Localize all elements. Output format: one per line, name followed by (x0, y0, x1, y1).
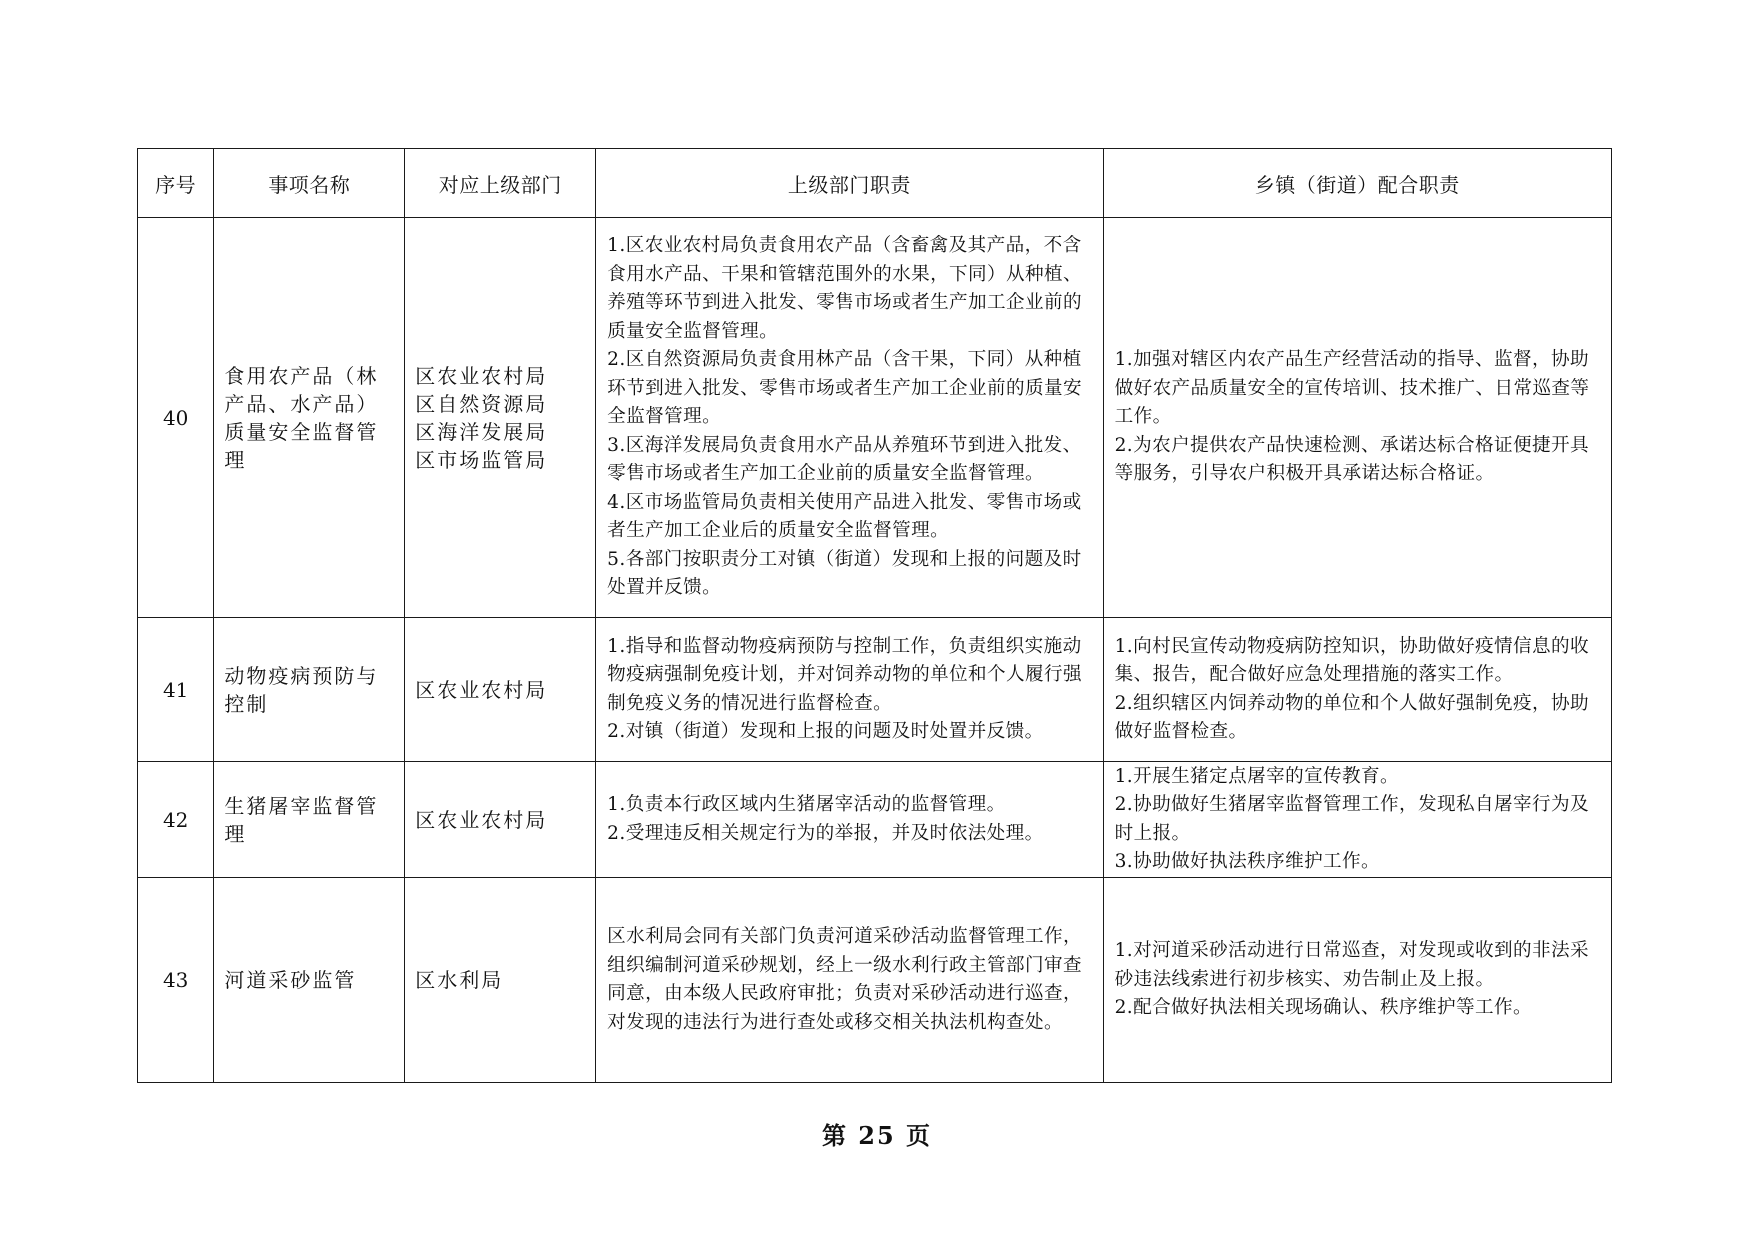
department: 区农业农村局 (415, 363, 548, 388)
town-duties (1103, 762, 1611, 878)
row-number: 41 (138, 618, 214, 762)
table-row (138, 762, 1612, 878)
upper-duties (596, 878, 1103, 1083)
item-name: 河道采砂监管 (214, 878, 405, 1083)
row-number: 42 (138, 762, 214, 878)
row-number: 40 (138, 218, 214, 618)
upper-departments (405, 762, 596, 878)
duty-item: 1.对河道采砂活动进行日常巡查，对发现或收到的非法采砂违法线索进行初步核实、劝告制止及上报。 (1114, 940, 1589, 990)
item-name: 生猪屠宰监督管理 (214, 762, 405, 878)
duty-table (137, 148, 1612, 1083)
page-number: 第 25 页 (821, 1121, 933, 1150)
town-duties (1103, 218, 1611, 618)
duty-item: 1.向村民宣传动物疫病防控知识，协助做好疫情信息的收集、报告，配合做好应急处理措施的落实工作。 (1114, 635, 1589, 685)
department: 区自然资源局 (415, 391, 548, 416)
header-upper-dept: 对应上级部门 (405, 149, 596, 218)
upper-departments (405, 618, 596, 762)
header-town-duty: 乡镇（街道）配合职责 (1103, 149, 1611, 218)
duty-item: 2.为农户提供农产品快速检测、承诺达标合格证便捷开具等服务，引导农户积极开具承诺达标合格证。 (1114, 434, 1589, 485)
duty-item: 1.指导和监督动物疫病预防与控制工作，负责组织实施动物疫病强制免疫计划，并对饲养动物的单位和个人履行强制免疫义务的情况进行监督检查。 (607, 635, 1083, 714)
department: 区海洋发展局 (415, 419, 548, 444)
town-duties (1103, 878, 1611, 1083)
table-body (138, 218, 1612, 1083)
duty-item: 1.负责本行政区域内生猪屠宰活动的监督管理。 (607, 794, 1006, 815)
duty-item: 2.协助做好生猪屠宰监督管理工作，发现私自屠宰行为及时上报。 (1114, 794, 1589, 844)
duty-item: 5.各部门按职责分工对镇（街道）发现和上报的问题及时处置并反馈。 (607, 548, 1082, 599)
upper-departments (405, 218, 596, 618)
department: 区农业农村局 (415, 677, 548, 702)
duty-item: 3.协助做好执法秩序维护工作。 (1114, 851, 1381, 872)
header-row (138, 149, 1612, 218)
header-upper-duty: 上级部门职责 (596, 149, 1103, 218)
duty-item: 1.加强对辖区内农产品生产经营活动的指导、监督，协助做好农产品质量安全的宣传培训、技术推广、日常巡查等工作。 (1114, 349, 1590, 428)
table-header (138, 149, 1612, 218)
department: 区农业农村局 (415, 807, 548, 832)
duty-item: 3.区海洋发展局负责食用水产品从养殖环节到进入批发、零售市场或者生产加工企业前的质量安全监督管理。 (607, 434, 1082, 485)
upper-duties (596, 618, 1103, 762)
header-no: 序号 (138, 149, 214, 218)
duty-item: 2.受理违反相关规定行为的举报，并及时依法处理。 (607, 822, 1044, 844)
item-name: 食用农产品（林产品、水产品）质量安全监督管理 (214, 218, 405, 618)
duty-item: 2.对镇（街道）发现和上报的问题及时处置并反馈。 (607, 721, 1044, 742)
upper-duties (596, 762, 1103, 878)
duty-item: 2.区自然资源局负责食用林产品（含干果，下同）从种植环节到进入批发、零售市场或者生产加工企业前的质量安全监督管理。 (607, 349, 1083, 428)
town-duties (1103, 618, 1611, 762)
duty-item: 4.区市场监管局负责相关使用产品进入批发、零售市场或者生产加工企业后的质量安全监督管理。 (607, 491, 1082, 542)
duty-item: 2.配合做好执法相关现场确认、秩序维护等工作。 (1114, 997, 1532, 1019)
upper-departments (405, 878, 596, 1083)
duty-item: 2.组织辖区内饲养动物的单位和个人做好强制免疫，协助做好监督检查。 (1114, 692, 1589, 742)
duty-item: 1.区农业农村局负责食用农产品（含畜禽及其产品，不含食用水产品、干果和管辖范围外的水果，下同）从种植、养殖等环节到进入批发、零售市场或者生产加工企业前的质量安全监督管理。 (607, 235, 1083, 342)
row-number: 43 (138, 878, 214, 1083)
table-row (138, 878, 1612, 1083)
upper-duties (596, 218, 1103, 618)
table-row (138, 218, 1612, 618)
header-item-name: 事项名称 (214, 149, 405, 218)
department: 区市场监管局 (415, 447, 548, 472)
duty-item: 1.开展生猪定点屠宰的宣传教育。 (1114, 765, 1400, 787)
duty-item: 区水利局会同有关部门负责河道采砂活动监督管理工作，组织编制河道采砂规划，经上一级水利行政主管部门审查同意，由本级人民政府审批；负责对采砂活动进行巡查，对发现的违法行为进行查处或移交相关执法机构查处。 (607, 926, 1083, 1033)
item-name: 动物疫病预防与控制 (214, 618, 405, 762)
department: 区水利局 (415, 968, 504, 992)
table-row (138, 618, 1612, 762)
